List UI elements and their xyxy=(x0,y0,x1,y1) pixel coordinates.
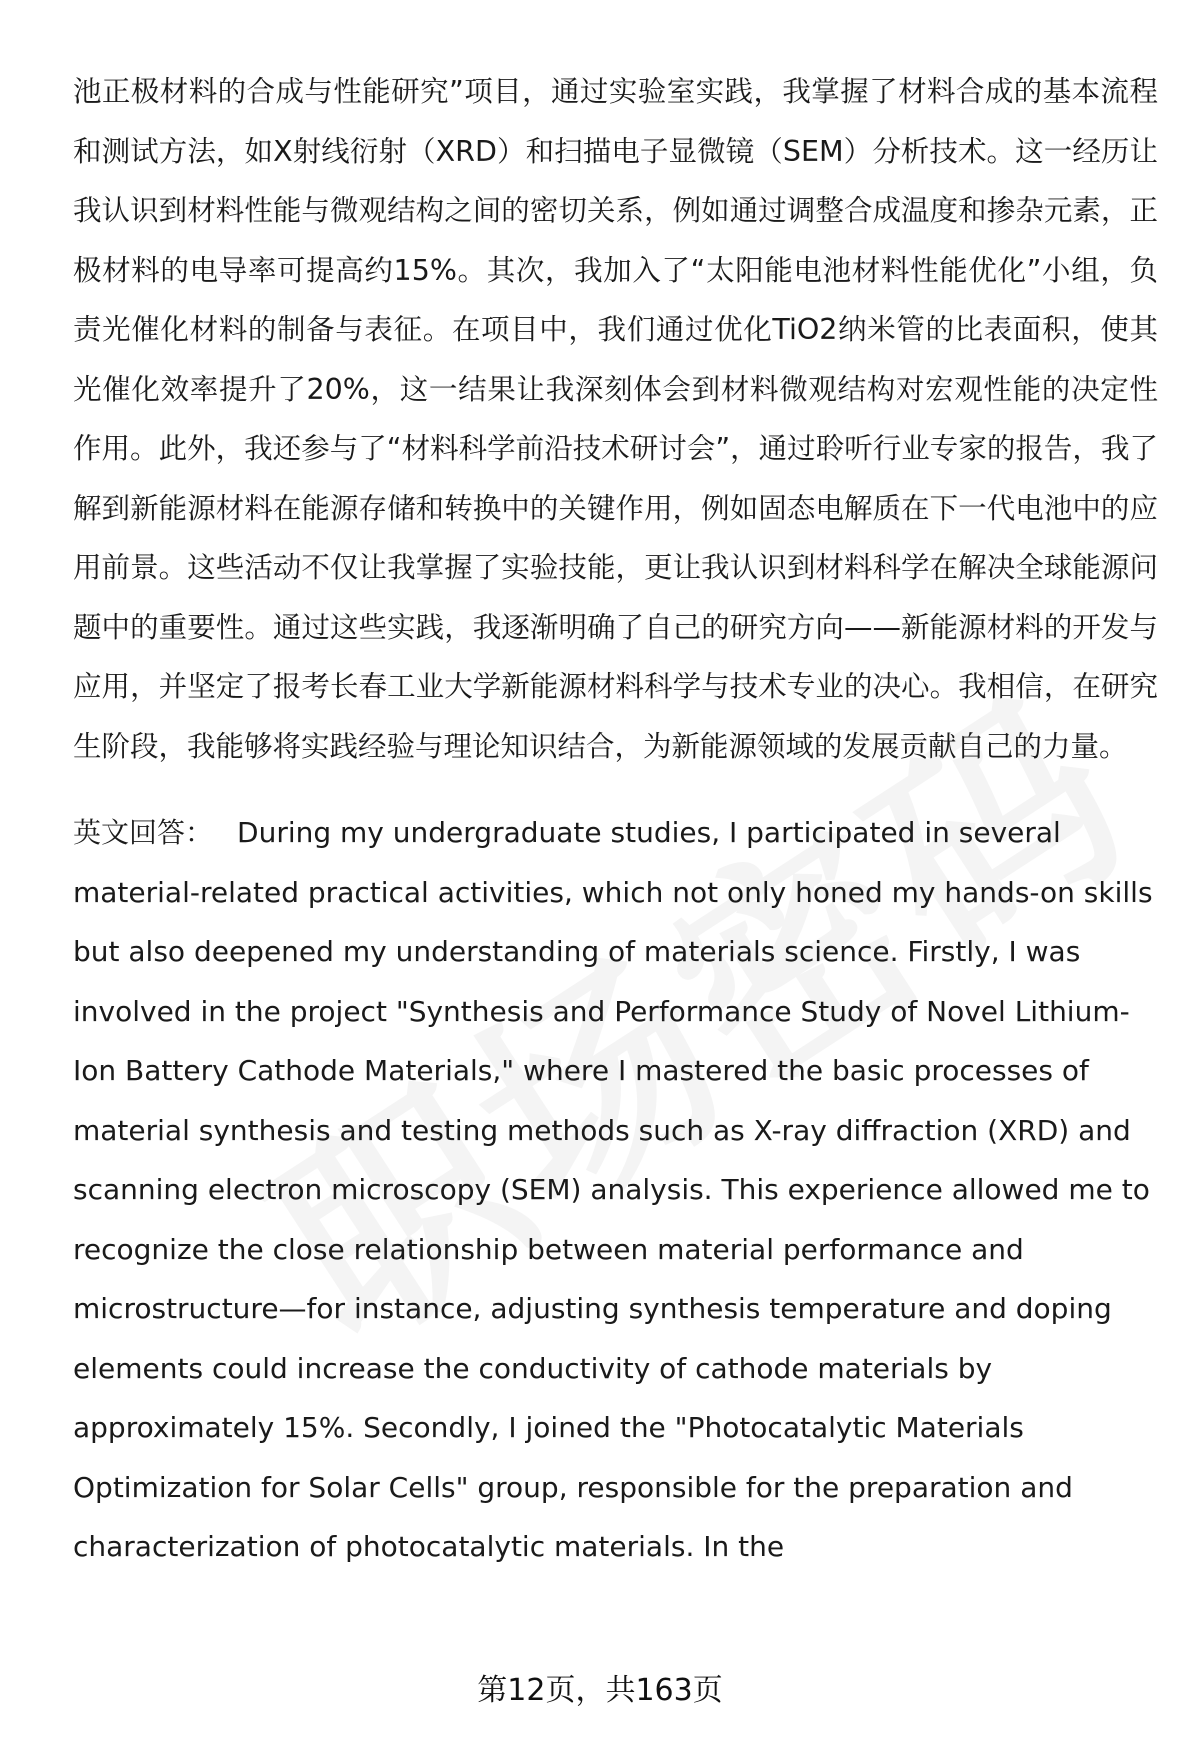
page-footer: 第12页，共163页 xyxy=(477,1673,723,1708)
english-answer xyxy=(73,803,1158,1577)
document-page xyxy=(73,62,1158,1577)
english-answer-label: 英文回答： xyxy=(73,816,214,849)
chinese-paragraph: 池正极材料的合成与性能研究”项目，通过实验室实践，我掌握了材料合成的基本流程和测试方法，如X射线衍射（XRD）和扫描电子显微镜（SEM）分析技术。这一经历让我认识到材料性能与微观结构之间的密切关系，例如通过调整合成温度和掺杂元素，正极材料的电导率可提高约15%。其次，我加入了“太阳能电池材料性能优化”小组，负责光催化材料的制备与表征。在项目中，我们通过优化TiO2纳米管的比表面积，使其光催化效率提升了20%，这一结果让我深刻体会到材料微观结构对宏观性能的决定性作用。此外，我还参与了“材料科学前沿技术研讨会”，通过聆听行业专家的报告，我了解到新能源材料在能源存储和转换中的关键作用，例如固态电解质在下一代电池中的应用前景。这些活动不仅让我掌握了实验技能，更让我认识到材料科学在解决全球能源问题中的重要性。通过这些实践，我逐渐明确了自己的研究方向——新能源材料的开发与应用，并坚定了报考长春工业大学新能源材料科学与技术专业的决心。我相信，在研究生阶段，我能够将实践经验与理论知识结合，为新能源领域的发展贡献自己的力量。 xyxy=(73,75,1158,763)
english-paragraph: During my undergraduate studies, I participated in several material-related practical activities, which not only honed my hands-on skills but also deepened my understanding of materials science. Firstly, I was involved in the project "Synthesis and Performance Study of Novel Lithium-Ion Battery Cathode Materials," where I mastered the basic processes of material synthesis and testing methods such as X-ray diffraction (XRD) and scanning electron microscopy (SEM) analysis. This experience allowed me to recognize the close relationship between material performance and microstructure—for instance, adjusting synthesis temperature and doping elements could increase the conductivity of cathode materials by approximately 15%. Secondly, I joined the "Photocatalytic Materials Optimization for Solar Cells" group, responsible for the preparation and characterization of photocatalytic materials. In the xyxy=(73,816,1153,1563)
